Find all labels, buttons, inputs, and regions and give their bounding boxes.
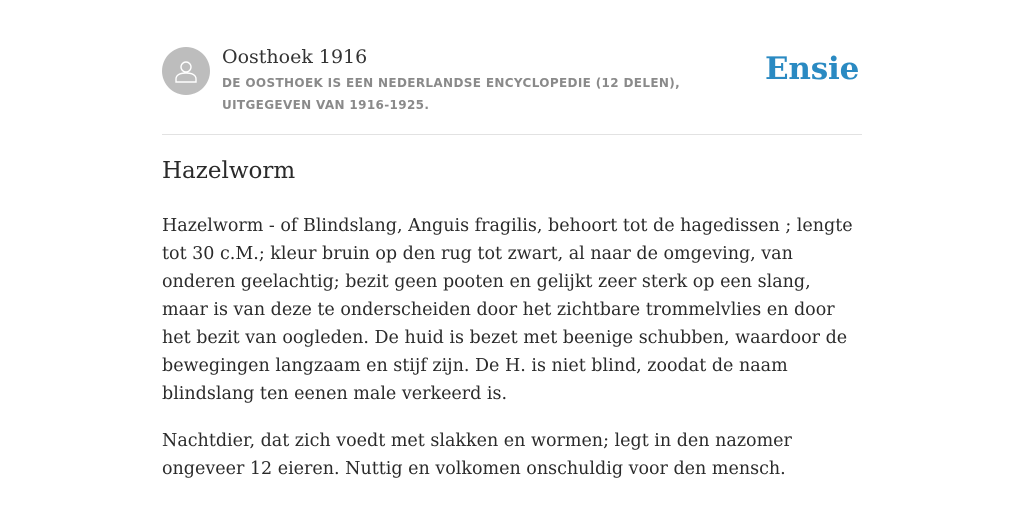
entry-title: Hazelworm	[162, 158, 296, 184]
avatar[interactable]	[162, 47, 210, 95]
ensie-logo-link[interactable]: Ensie	[765, 51, 860, 87]
source-header	[162, 0, 862, 135]
entry-body	[162, 212, 862, 502]
source-title[interactable]: Oosthoek 1916	[222, 46, 368, 68]
user-icon	[172, 57, 200, 85]
entry-paragraph: Hazelworm - of Blindslang, Anguis fragilis, behoort tot de hagedissen ; lengte tot 30 c.M.; kleur bruin op den rug tot zwart, al naar de omgeving, van onderen geelachtig; bezit geen pooten en gelijkt zeer sterk op een slang, maar is van deze te onderscheiden door het zichtbare trommelvlies en door het bezit van oogleden. De huid is bezet met beenige schubben, waardoor de bewegingen langzaam en stijf zijn. De H. is niet blind, zoodat de naam blindslang ten eenen male verkeerd is.	[162, 216, 853, 404]
entry-paragraph: Nachtdier, dat zich voedt met slakken en wormen; legt in den nazomer ongeveer 12 eieren. Nuttig en volkomen onschuldig voor den mensch.	[162, 431, 792, 479]
page-container	[162, 0, 862, 479]
source-description: DE OOSTHOEK IS EEN NEDERLANDSE ENCYCLOPEDIE (12 DELEN), UITGEGEVEN VAN 1916-1925.	[222, 76, 681, 112]
